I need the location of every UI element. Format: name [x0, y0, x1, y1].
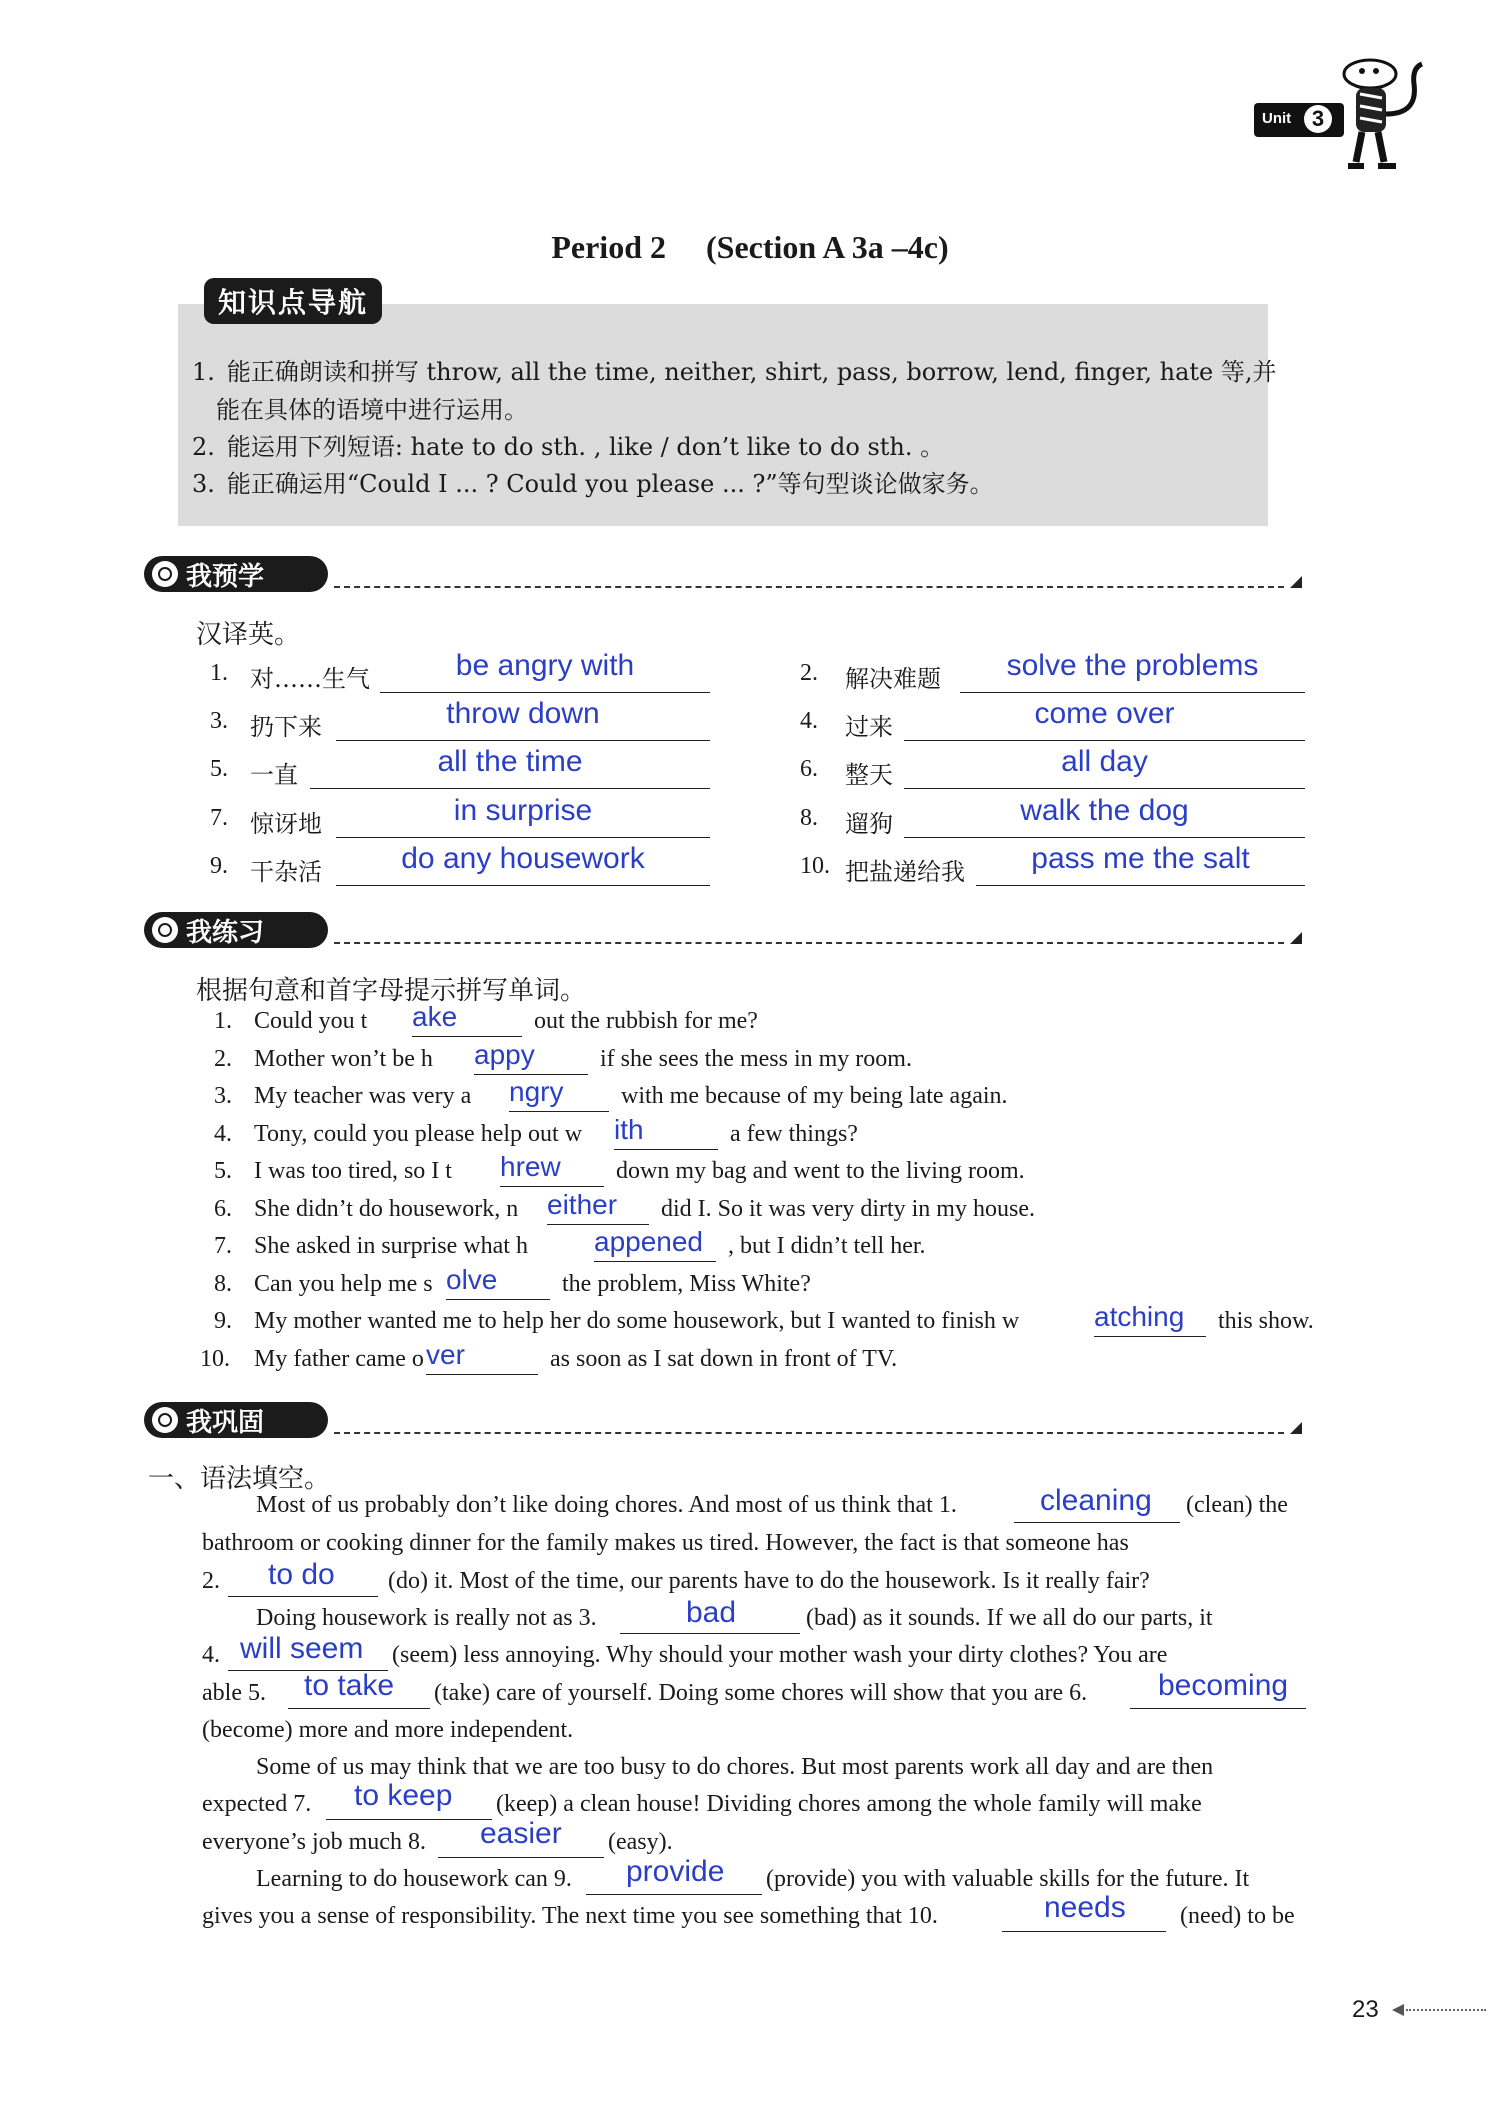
chinese-prompt: 一直	[250, 761, 298, 789]
answer-5: to take	[304, 1669, 395, 1702]
sentence-start: My teacher was very a	[254, 1083, 472, 1109]
unit-badge	[1254, 103, 1344, 137]
practice-answer: either	[547, 1188, 618, 1220]
preview-answer: do any housework	[401, 842, 645, 875]
practice-answer: ngry	[509, 1076, 564, 1107]
answer-blank	[288, 1708, 430, 1709]
practice-answer: ake	[412, 1001, 458, 1032]
sentence-end: as soon as I sat down in front of TV.	[550, 1345, 898, 1372]
unit-number: 3	[1304, 105, 1332, 133]
item-number: 1.	[210, 660, 228, 686]
sentence-end: down my bag and went to the living room.	[616, 1158, 1025, 1184]
answer-blank	[509, 1111, 609, 1112]
item-number: 6.	[214, 1195, 232, 1222]
preview-answer: come over	[1034, 697, 1175, 730]
item-number: 3.	[214, 1083, 232, 1109]
item-number: 2.	[800, 660, 818, 686]
item-number: 7.	[210, 805, 228, 831]
answer-blank	[594, 1261, 716, 1262]
preview-answer: in surprise	[453, 794, 593, 827]
passage-text: (become) more and more independent.	[202, 1717, 574, 1743]
item-number: 4.	[214, 1120, 232, 1147]
chinese-prompt: 遛狗	[845, 810, 893, 838]
answer-7: to keep	[354, 1779, 453, 1812]
passage-text: 4.	[202, 1642, 220, 1668]
section-divider	[334, 586, 1284, 588]
passage-text: Doing housework is really not as 3.	[256, 1605, 597, 1631]
passage-text: (clean) the	[1186, 1492, 1288, 1518]
sentence-start: Tony, could you please help out w	[254, 1120, 583, 1147]
sentence-start: Could you t	[254, 1008, 368, 1034]
preview-answer: be angry with	[455, 649, 635, 682]
divider-end-icon	[1290, 576, 1302, 588]
item-number: 8.	[214, 1270, 232, 1297]
answer-blank	[547, 1224, 649, 1225]
passage-text: (provide) you with valuable skills for the future. It	[766, 1866, 1250, 1892]
practice-answer: appened	[594, 1226, 704, 1257]
passage-text: able 5.	[202, 1680, 266, 1706]
sentence-end: if she sees the mess in my room.	[600, 1045, 912, 1072]
practice-icon	[152, 917, 178, 943]
section-divider	[334, 1432, 1284, 1434]
answer-blank	[960, 692, 1305, 693]
passage-text: (easy).	[608, 1829, 673, 1855]
preview-answer: all the time	[437, 745, 583, 778]
preview-answer: solve the problems	[1006, 649, 1259, 682]
chinese-prompt: 扔下来	[250, 713, 322, 741]
answer-blank	[336, 837, 710, 838]
preview-instruction: 汉译英。	[196, 620, 301, 650]
page-number: 23	[1352, 1996, 1379, 2023]
passage-text: (keep) a clean house! Dividing chores among the whole family will make	[496, 1791, 1202, 1817]
passage-text: Some of us may think that we are too busy to do chores. But most parents work all day and are then	[256, 1754, 1214, 1780]
answer-blank	[1094, 1336, 1206, 1337]
passage-text: Most of us probably don’t like doing chores. And most of us think that 1.	[256, 1492, 957, 1518]
answer-4: will seem	[240, 1632, 364, 1665]
chinese-prompt: 过来	[845, 713, 893, 741]
item-number: 6.	[800, 756, 818, 782]
preview-answer: pass me the salt	[1031, 842, 1250, 875]
guide-item: 1. 能正确朗读和拼写 throw, all the time, neither, shirt, pass, borrow, lend, finger, hate 等,并	[192, 358, 1277, 386]
sentence-start: I was too tired, so I t	[254, 1158, 452, 1184]
practice-answer: ver	[426, 1338, 465, 1370]
item-number: 8.	[800, 805, 818, 831]
preview-answer: throw down	[446, 697, 600, 730]
answer-blank	[310, 788, 710, 789]
answer-blank	[446, 1299, 550, 1300]
item-number: 2.	[214, 1045, 232, 1072]
chinese-prompt: 整天	[845, 761, 893, 789]
answer-blank	[438, 1857, 604, 1858]
answer-6: becoming	[1158, 1669, 1289, 1702]
sentence-start: My mother wanted me to help her do some housework, but I wanted to finish w	[254, 1308, 1020, 1334]
item-number: 3.	[210, 708, 228, 734]
item-number: 7.	[214, 1233, 232, 1259]
arrow-left-icon	[1392, 2004, 1404, 2016]
sentence-end: , but I didn’t tell her.	[728, 1233, 926, 1259]
answer-blank	[1014, 1522, 1180, 1523]
passage-text: bathroom or cooking dinner for the family makes us tired. However, the fact is that someone has	[202, 1530, 1129, 1556]
answer-blank	[500, 1186, 604, 1187]
answer-blank	[904, 740, 1305, 741]
answer-blank	[904, 788, 1305, 789]
item-number: 9.	[210, 853, 228, 879]
answer-blank	[474, 1074, 588, 1075]
practice-answer: hrew	[500, 1151, 561, 1182]
answer-blank	[228, 1596, 378, 1597]
chinese-prompt: 把盐递给我	[845, 858, 965, 886]
answer-blank	[426, 1374, 538, 1375]
sentence-end: did I. So it was very dirty in my house.	[661, 1195, 1035, 1222]
sentence-start: Mother won’t be h	[254, 1045, 433, 1072]
answer-blank	[586, 1894, 762, 1895]
chinese-prompt: 解决难题	[845, 665, 941, 693]
sentence-end: out the rubbish for me?	[534, 1008, 758, 1034]
chinese-prompt: 对……生气	[250, 665, 370, 693]
sentence-end: this show.	[1218, 1308, 1314, 1334]
item-number: 1.	[214, 1008, 232, 1034]
sentence-start: She didn’t do housework, n	[254, 1195, 519, 1222]
sentence-start: My father came o	[254, 1345, 424, 1372]
passage-text: expected 7.	[202, 1791, 312, 1817]
passage-text: (need) to be	[1180, 1903, 1295, 1929]
consolidate-icon	[152, 1407, 178, 1433]
answer-3: bad	[686, 1596, 737, 1629]
item-number: 10.	[200, 1345, 230, 1372]
item-number: 5.	[210, 756, 228, 782]
practice-instruction: 根据句意和首字母提示拼写单词。	[196, 976, 587, 1006]
divider-end-icon	[1290, 932, 1302, 944]
answer-blank	[1002, 1931, 1166, 1932]
passage-text: 2.	[202, 1568, 220, 1594]
item-number: 9.	[214, 1308, 232, 1334]
answer-blank	[380, 692, 710, 693]
answer-2: to do	[268, 1558, 335, 1591]
passage-text: everyone’s job much 8.	[202, 1829, 426, 1855]
item-number: 10.	[800, 853, 830, 879]
section-divider	[334, 942, 1284, 944]
consolidate-section-badge: 我巩固	[144, 1402, 328, 1438]
guide-item: 2. 能运用下列短语: hate to do sth. , like / don’t like to do sth. 。	[192, 433, 945, 461]
page-title: Period 2 (Section A 3a –4c)	[551, 229, 949, 265]
answer-blank	[412, 1036, 522, 1037]
chinese-prompt: 惊讶地	[250, 810, 322, 838]
answer-9: provide	[626, 1855, 725, 1888]
grammar-heading: 一、语法填空。	[148, 1464, 331, 1494]
unit-label: Unit	[1262, 110, 1292, 127]
passage-text: (bad) as it sounds. If we all do our parts, it	[806, 1605, 1213, 1631]
item-number: 5.	[214, 1158, 232, 1184]
sentence-end: with me because of my being late again.	[621, 1083, 1008, 1109]
answer-1: cleaning	[1040, 1484, 1152, 1517]
practice-answer: atching	[1094, 1301, 1185, 1332]
preview-answer: walk the dog	[1020, 794, 1189, 827]
answer-blank	[904, 837, 1305, 838]
answer-10: needs	[1044, 1891, 1126, 1924]
sentence-end: a few things?	[730, 1120, 858, 1147]
item-number: 4.	[800, 708, 818, 734]
knowledge-guide-title: 知识点导航	[204, 278, 382, 324]
answer-blank	[976, 885, 1305, 886]
chinese-prompt: 干杂活	[250, 858, 322, 886]
preview-section-badge: 我预学	[144, 556, 328, 592]
passage-text: (take) care of yourself. Doing some chores will show that you are 6.	[434, 1680, 1088, 1706]
practice-answer: olve	[446, 1263, 498, 1295]
practice-section-badge: 我练习	[144, 912, 328, 948]
answer-8: easier	[480, 1817, 562, 1850]
answer-blank	[620, 1633, 800, 1634]
passage-text: Learning to do housework can 9.	[256, 1866, 572, 1892]
passage-text: gives you a sense of responsibility. The next time you see something that 10.	[202, 1903, 938, 1929]
answer-blank	[326, 1819, 492, 1820]
answer-blank	[336, 885, 710, 886]
answer-blank	[336, 740, 710, 741]
answer-blank	[614, 1149, 718, 1150]
practice-answer: ith	[614, 1113, 644, 1145]
guide-item: 能在具体的语境中进行运用。	[192, 396, 528, 424]
practice-answer: appy	[474, 1038, 535, 1070]
passage-text: (seem) less annoying. Why should your mother wash your dirty clothes? You are	[392, 1642, 1168, 1668]
preview-answer: all day	[1061, 745, 1148, 778]
preview-icon	[152, 561, 178, 587]
answer-blank	[1130, 1708, 1306, 1709]
divider-end-icon	[1290, 1422, 1302, 1434]
passage-text: (do) it. Most of the time, our parents have to do the housework. Is it really fair?	[388, 1568, 1150, 1594]
sentence-start: She asked in surprise what h	[254, 1233, 528, 1259]
guide-item: 3. 能正确运用“Could I ... ? Could you please ... ?”等句型谈论做家务。	[192, 470, 994, 498]
footer-divider	[1406, 2009, 1486, 2011]
sentence-end: the problem, Miss White?	[562, 1270, 811, 1297]
sentence-start: Can you help me s	[254, 1270, 433, 1297]
